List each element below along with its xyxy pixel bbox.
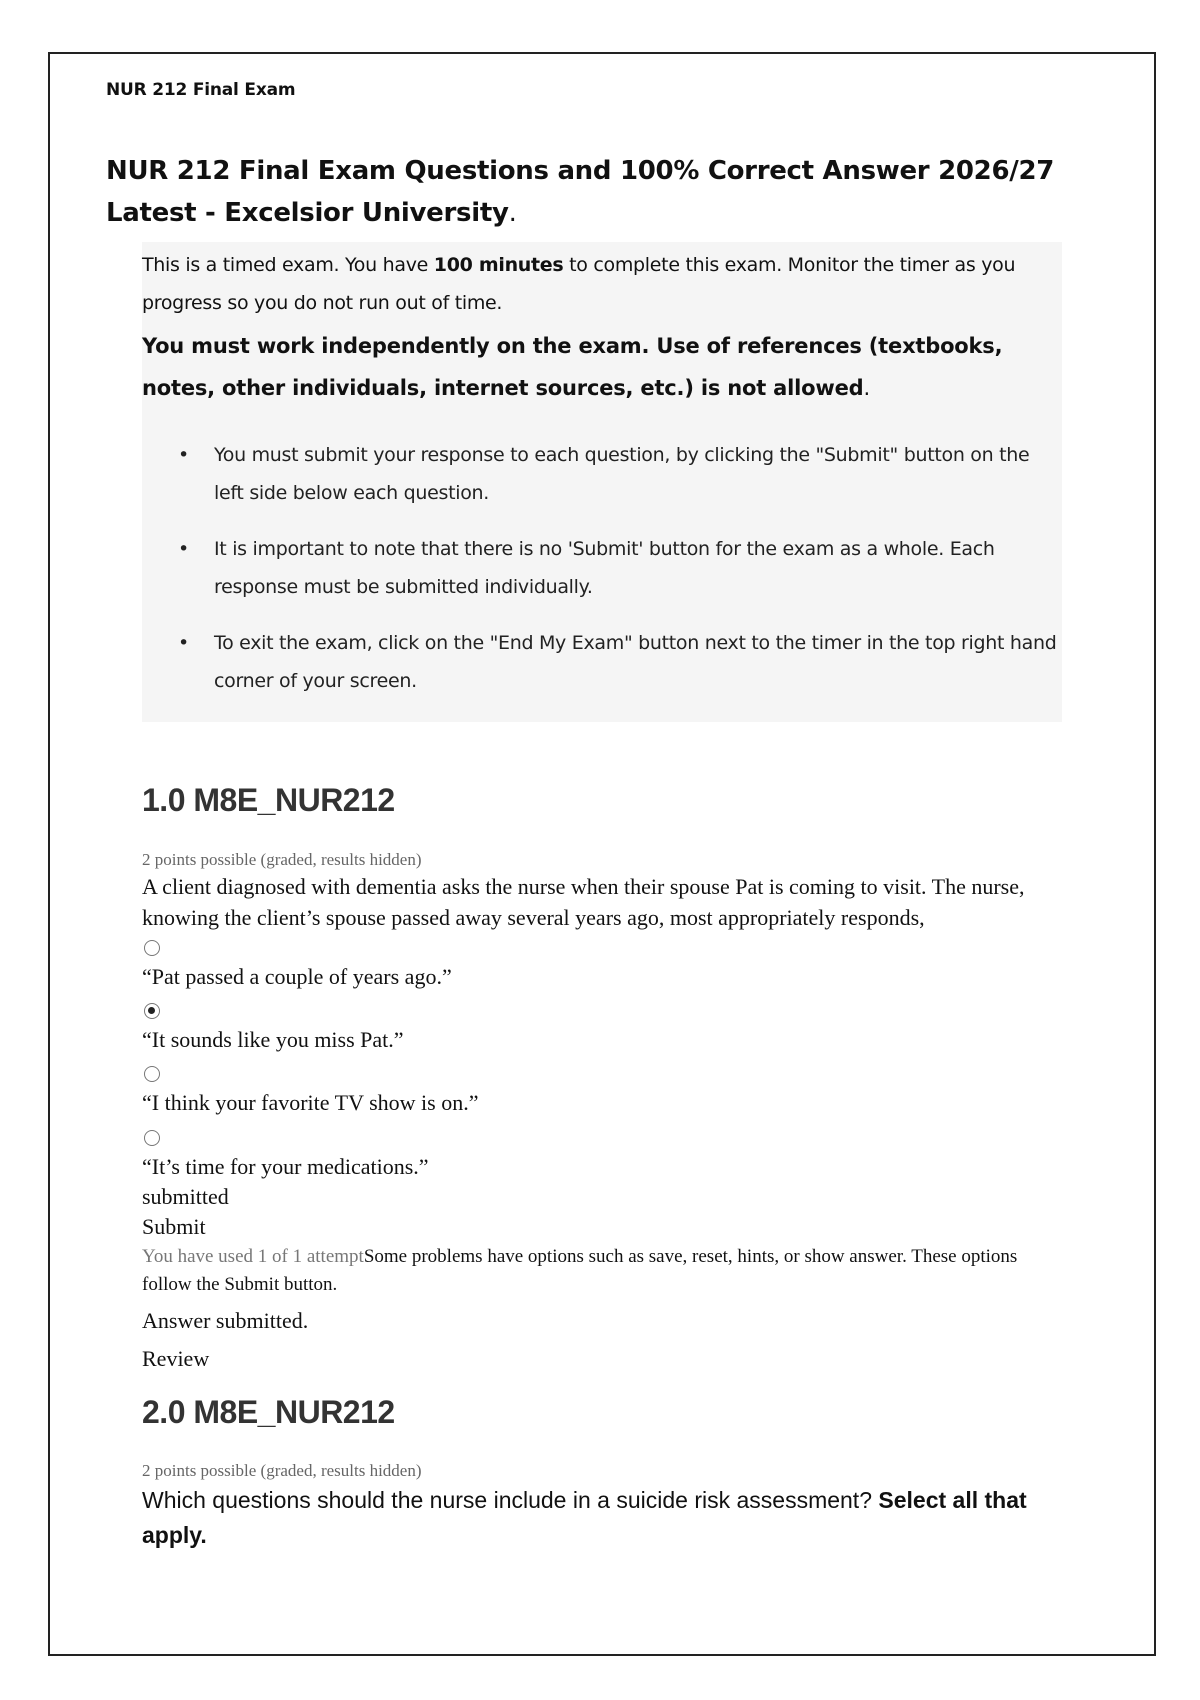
submit-button[interactable]: Submit — [142, 1214, 206, 1239]
review-link[interactable]: Review — [142, 1346, 210, 1371]
attempts-count: You have used 1 of 1 attempt — [142, 1246, 364, 1267]
rule-text: To exit the exam, click on the "End My Exam" button next to the timer in the top right hand corner of your screen. — [214, 632, 1057, 692]
timer-notice — [142, 246, 1062, 322]
bullet-icon: • — [178, 632, 189, 654]
list-item — [178, 530, 1058, 606]
timer-notice-pre: This is a timed exam. You have — [142, 254, 434, 276]
rule-text: It is important to note that there is no 'Submit' button for the exam as a whole. Each response must be submitted individually. — [214, 538, 995, 598]
option-1-label[interactable]: “Pat passed a couple of years ago.” — [142, 964, 452, 989]
question-2-heading: 2.0 M8E_NUR212 — [142, 1394, 395, 1430]
list-item — [178, 436, 1058, 512]
question-2-text — [142, 1483, 1062, 1553]
timer-duration: 100 minutes — [433, 254, 564, 276]
document-title — [106, 150, 1086, 234]
timer-notice-post: to complete this exam. Monitor the timer as you progress so you do not run out of time. — [142, 254, 1016, 314]
option-1-radio[interactable] — [144, 940, 160, 956]
submission-status: submitted — [142, 1184, 229, 1209]
document-title-text: NUR 212 Final Exam Questions and 100% Correct Answer 2026/27 Latest - Excelsior University — [106, 156, 1055, 228]
question-2-points: 2 points possible (graded, results hidden) — [142, 1461, 422, 1480]
question-1-text: A client diagnosed with dementia asks the nurse when their spouse Pat is coming to visit. The nurse, knowing the client’s spouse passed away several years ago, most appropriately responds, — [142, 874, 1025, 930]
question-1-points: 2 points possible (graded, results hidden) — [142, 850, 422, 869]
attempts-info — [142, 1243, 1062, 1299]
option-3-label[interactable]: “I think your favorite TV show is on.” — [142, 1090, 479, 1115]
question-2-instruction: Select all that apply. — [142, 1487, 1027, 1548]
question-2-prompt: Which questions should the nurse include in a suicide risk assessment? — [142, 1487, 879, 1513]
bullet-icon: • — [178, 538, 189, 560]
list-item — [178, 624, 1058, 700]
independent-work-notice — [142, 325, 1062, 409]
answer-submitted-status: Answer submitted. — [142, 1308, 309, 1333]
option-3-radio[interactable] — [144, 1066, 160, 1082]
independent-work-text: You must work independently on the exam. Use of references (textbooks, notes, other individuals, internet sources, etc.) is not allowed — [142, 334, 1003, 400]
options-note: Some problems have options such as save, reset, hints, or show answer. These options follow the Submit button. — [142, 1246, 1018, 1295]
rule-text: You must submit your response to each question, by clicking the "Submit" button on the left side below each question. — [214, 444, 1030, 504]
independent-work-period: . — [863, 376, 870, 400]
option-4-radio[interactable] — [144, 1130, 160, 1146]
running-header: NUR 212 Final Exam — [106, 80, 296, 100]
bullet-icon: • — [178, 444, 189, 466]
option-2-label[interactable]: “It sounds like you miss Pat.” — [142, 1027, 404, 1052]
option-2-radio[interactable] — [144, 1003, 160, 1019]
question-1-heading: 1.0 M8E_NUR212 — [142, 782, 395, 818]
exam-rules-list — [178, 436, 1058, 718]
option-4-label[interactable]: “It’s time for your medications.” — [142, 1154, 429, 1179]
document-title-period: . — [508, 198, 517, 228]
